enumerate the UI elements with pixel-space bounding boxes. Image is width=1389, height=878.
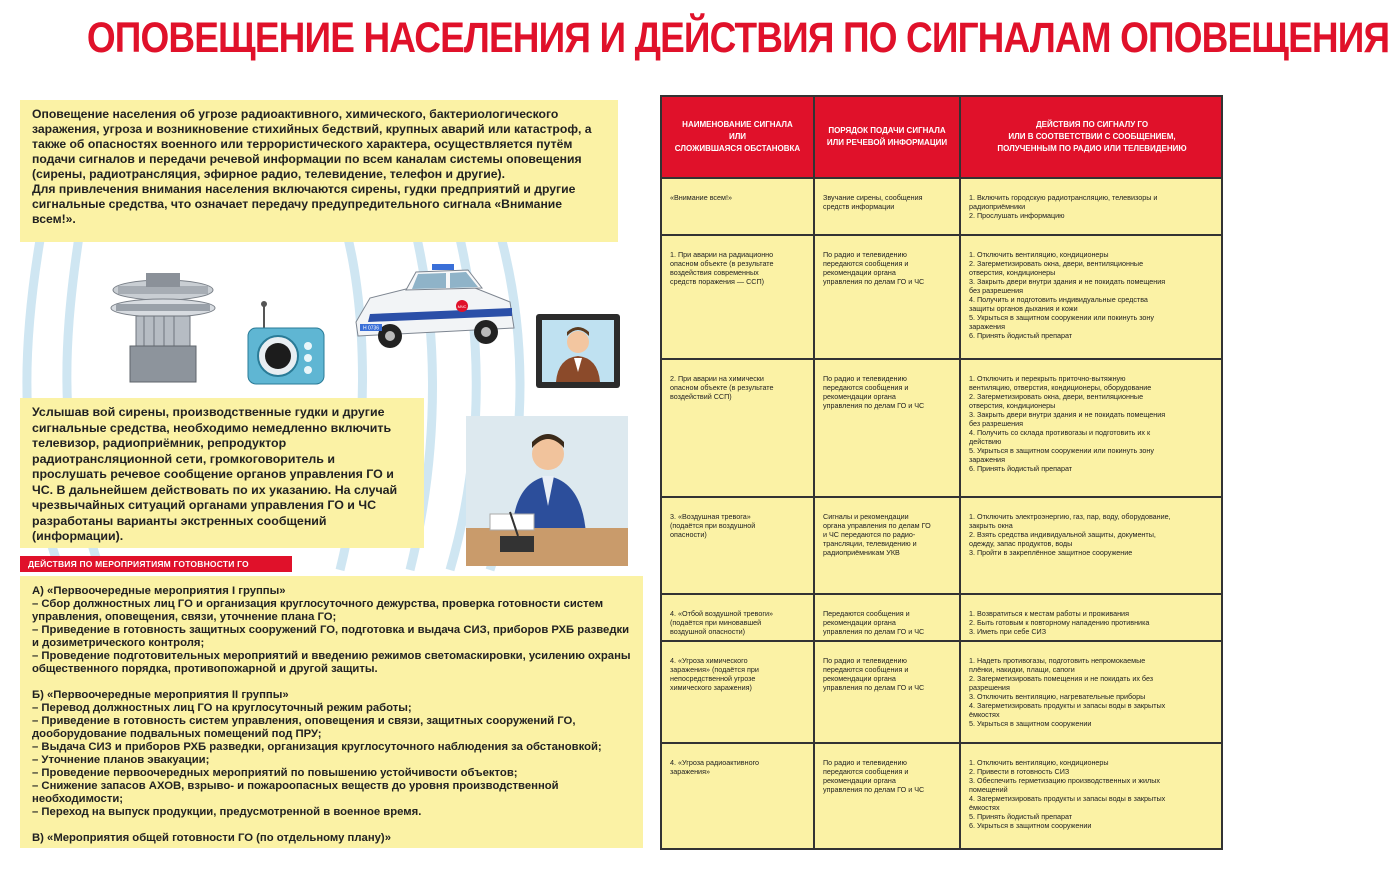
- table-header-actions: [961, 97, 1223, 177]
- intro-text-box: [20, 100, 618, 242]
- signal-cell: 4. «Угроза радиоактивного заражения»: [670, 758, 760, 776]
- table-row: [662, 177, 1221, 234]
- intro-paragraph-1: Оповещение населения об угрозе радиоактивного, химического, бактериологического заражения, угроза и возникновение стихийных бедствий, крупных аварий или катастроф, а также об опасностях военного или террористического характера, осуществляется путём подачи сигналов и передачи речевой информации по всем каналам системы оповещения (сирены, радиотрансляция, эфирное радио, телевидение, телефон и другие).: [32, 107, 592, 181]
- table-header-order-text: ПОРЯДОК ПОДАЧИ СИГНАЛА ИЛИ РЕЧЕВОЙ ИНФОРМАЦИИ: [826, 126, 948, 147]
- actions-cell: 1. Включить городскую радиотрансляцию, телевизоры и радиоприёмники 2. Прослушать информацию: [969, 193, 1158, 220]
- measures-line: – Перевод должностных лиц ГО на круглосуточный режим работы;: [32, 702, 412, 714]
- table-header-order: [815, 97, 959, 177]
- measures-line: А) «Первоочередные мероприятия I группы»: [32, 585, 286, 597]
- table-row: [662, 593, 1221, 640]
- measures-line: – Выдача СИЗ и приборов РХБ разведки, организация круглосуточного наблюдения за обстановкой;: [32, 741, 602, 753]
- actions-cell: 1. Надеть противогазы, подготовить непромокаемые плёнки, накидки, плащи, сапоги 2. Загерметизировать помещения и не покидать их без разрешения 3. Отключить вентиляцию, нагревательные приборы 4. Загерметизировать продукты и запасы воды в закрытых ёмкостях 5. Укрыться в защитном сооружении: [969, 656, 1166, 728]
- measures-text-box: [20, 576, 643, 848]
- measures-line: В) «Мероприятия общей готовности ГО (по отдельному плану)»: [32, 832, 391, 844]
- measures-line: – Приведение в готовность систем управления, оповещения и связи, защитных сооружений ГО, дооборудование подвальных помещений под ПРУ;: [32, 715, 579, 740]
- tv-announcer-illustration: [534, 306, 622, 394]
- poster-title: ОПОВЕЩЕНИЕ НАСЕЛЕНИЯ И ДЕЙСТВИЯ ПО СИГНАЛАМ ОПОВЕЩЕНИЯ: [86, 14, 1389, 62]
- siren-illustration: [108, 268, 218, 386]
- table-row: [662, 496, 1221, 593]
- actions-cell: 1. Отключить вентиляцию, кондиционеры 2. Загерметизировать окна, двери, вентиляционные отверстия, кондиционеры 3. Закрыть двери внутри здания и не покидать помещения без разрешения 4. Получить и подготовить индивидуальные средства защиты органов дыхания и кожи 5. Укрыться в защитном сооружении или покинуть зону заражения 6. Принять йодистый препарат: [969, 250, 1166, 340]
- signal-cell: 3. «Воздушная тревога» (подаётся при воздушной опасности): [670, 512, 756, 539]
- table-header-actions-text: ДЕЙСТВИЯ ПО СИГНАЛУ ГО ИЛИ В СООТВЕТСТВИИ С СООБЩЕНИЕМ, ПОЛУЧЕННЫМ ПО РАДИО ИЛИ ТЕЛЕВИДЕНИЮ: [997, 120, 1187, 153]
- order-cell: По радио и телевидению передаются сообщения и рекомендации органа управления по делам ГО и ЧС: [823, 374, 925, 410]
- order-cell: Сигналы и рекомендации органа управления по делам ГО и ЧС передаются по радио- трансляции, телевидению и радиоприёмникам УКВ: [823, 512, 931, 557]
- emergency-car-illustration: [350, 262, 520, 354]
- siren-instructions-box: [20, 398, 424, 548]
- order-cell: По радио и телевидению передаются сообщения и рекомендации органа управления по делам ГО и ЧС: [823, 758, 925, 794]
- measures-line: – Проведение подготовительных мероприятий и введению режимов светомаскировки, усилению охраны общественного порядка, противопожарной и другой защиты.: [32, 650, 634, 675]
- measures-line: Б) «Первоочередные мероприятия II группы»: [32, 689, 289, 701]
- measures-line: – Снижение запасов АХОВ, взрыво- и пожароопасных веществ до уровня производственной необходимости;: [32, 780, 562, 805]
- actions-cell: 1. Отключить электроэнергию, газ, пар, воду, оборудование, закрыть окна 2. Взять средства индивидуальной защиты, документы, одежду, запас продуктов, воды 3. Пройти в закреплённое защитное сооружение: [969, 512, 1171, 557]
- actions-cell: 1. Возвратиться к местам работы и проживания 2. Быть готовым к повторному нападению противника 3. Иметь при себе СИЗ: [969, 609, 1150, 636]
- signal-cell: «Внимание всем!»: [670, 193, 732, 202]
- measures-line: – Уточнение планов эвакуации;: [32, 754, 210, 766]
- table-row: [662, 358, 1221, 496]
- car-plate: Н 0736: [362, 325, 380, 332]
- official-at-desk-illustration: [466, 416, 628, 566]
- measures-spacer: [32, 819, 631, 832]
- intro-paragraph-2: Для привлечения внимания населения включаются сирены, гудки предприятий и другие сигнальные средства, что означает передачу предупредительного сигнала «Внимание всем!».: [32, 182, 576, 226]
- order-cell: Передаются сообщения и рекомендации органа управления по делам ГО и ЧС: [823, 609, 925, 636]
- table-row: [662, 742, 1221, 850]
- actions-cell: 1. Отключить вентиляцию, кондиционеры 2. Привести в готовность СИЗ 3. Обеспечить герметизацию производственных и жилых помещений 4. Загерметизировать продукты и запасы воды в закрытых ёмкостях 5. Принять йодистый препарат 6. Укрыться в защитном сооружении: [969, 758, 1166, 830]
- signals-table: [660, 95, 1223, 850]
- siren-instructions-text: Услышав вой сирены, производственные гудки и другие сигнальные средства, необходимо немедленно включить телевизор, радиоприёмник, репродуктор радиотрансляционной сети, громкоговоритель и прослушать речевое сообщение органов управления ГО и ЧС. В дальнейшем действовать по их указанию. На случай чрезвычайных ситуаций органами управления ГО и ЧС разработаны варианты экстренных сообщений (информации).: [32, 405, 398, 543]
- measures-spacer: [32, 676, 631, 689]
- table-header-signal-text: НАИМЕНОВАНИЕ СИГНАЛА ИЛИ СЛОЖИВШАЯСЯ ОБСТАНОВКА: [674, 120, 801, 153]
- table-row: [662, 234, 1221, 358]
- car-emblem: МЧС: [457, 304, 467, 309]
- table-row: [662, 640, 1221, 742]
- table-column-divider: [813, 97, 815, 848]
- signal-cell: 4. «Отбой воздушной тревоги» (подаётся при миновавшей воздушной опасности): [670, 609, 773, 636]
- table-header-signal: [662, 97, 813, 177]
- order-cell: По радио и телевидению передаются сообщения и рекомендации органа управления по делам ГО и ЧС: [823, 250, 925, 286]
- measures-line: – Сбор должностных лиц ГО и организация круглосуточного дежурства, проверка готовности систем управления, оповещения, связи, уточнение плана ГО;: [32, 598, 607, 623]
- radio-illustration: [246, 300, 328, 388]
- measures-line: – Переход на выпуск продукции, предусмотренной в военное время.: [32, 806, 422, 818]
- measures-line: – Проведение первоочередных мероприятий по повышению устойчивости объектов;: [32, 767, 518, 779]
- actions-cell: 1. Отключить и перекрыть приточно-вытяжную вентиляцию, отверстия, кондиционеры, оборудование 2. Загерметизировать окна, двери, вентиляционные отверстия, кондиционеры 3. Закрыть двери внутри здания и не покидать помещения без разрешения 4. Получить со склада противогазы и подготовить их к действию 5. Укрыться в защитном сооружении или покинуть зону заражения 6. Принять йодистый препарат: [969, 374, 1166, 473]
- signal-cell: 1. При аварии на радиационно опасном объекте (в результате воздействия современных средств поражения — ССП): [670, 250, 774, 286]
- order-cell: Звучание сирены, сообщения средств информации: [823, 193, 923, 211]
- signal-cell: 4. «Угроза химического заражения» (подаётся при непосредственной угрозе химического заражения): [670, 656, 759, 692]
- table-column-divider: [959, 97, 961, 848]
- signal-cell: 2. При аварии на химически опасном объекте (в результате воздействий ССП): [670, 374, 774, 401]
- measures-section-label: ДЕЙСТВИЯ ПО МЕРОПРИЯТИЯМ ГОТОВНОСТИ ГО: [20, 556, 292, 572]
- order-cell: По радио и телевидению передаются сообщения и рекомендации органа управления по делам ГО и ЧС: [823, 656, 925, 692]
- measures-line: – Приведение в готовность защитных сооружений ГО, подготовка и выдача СИЗ, приборов РХБ разведки и дозиметрического контроля;: [32, 624, 633, 649]
